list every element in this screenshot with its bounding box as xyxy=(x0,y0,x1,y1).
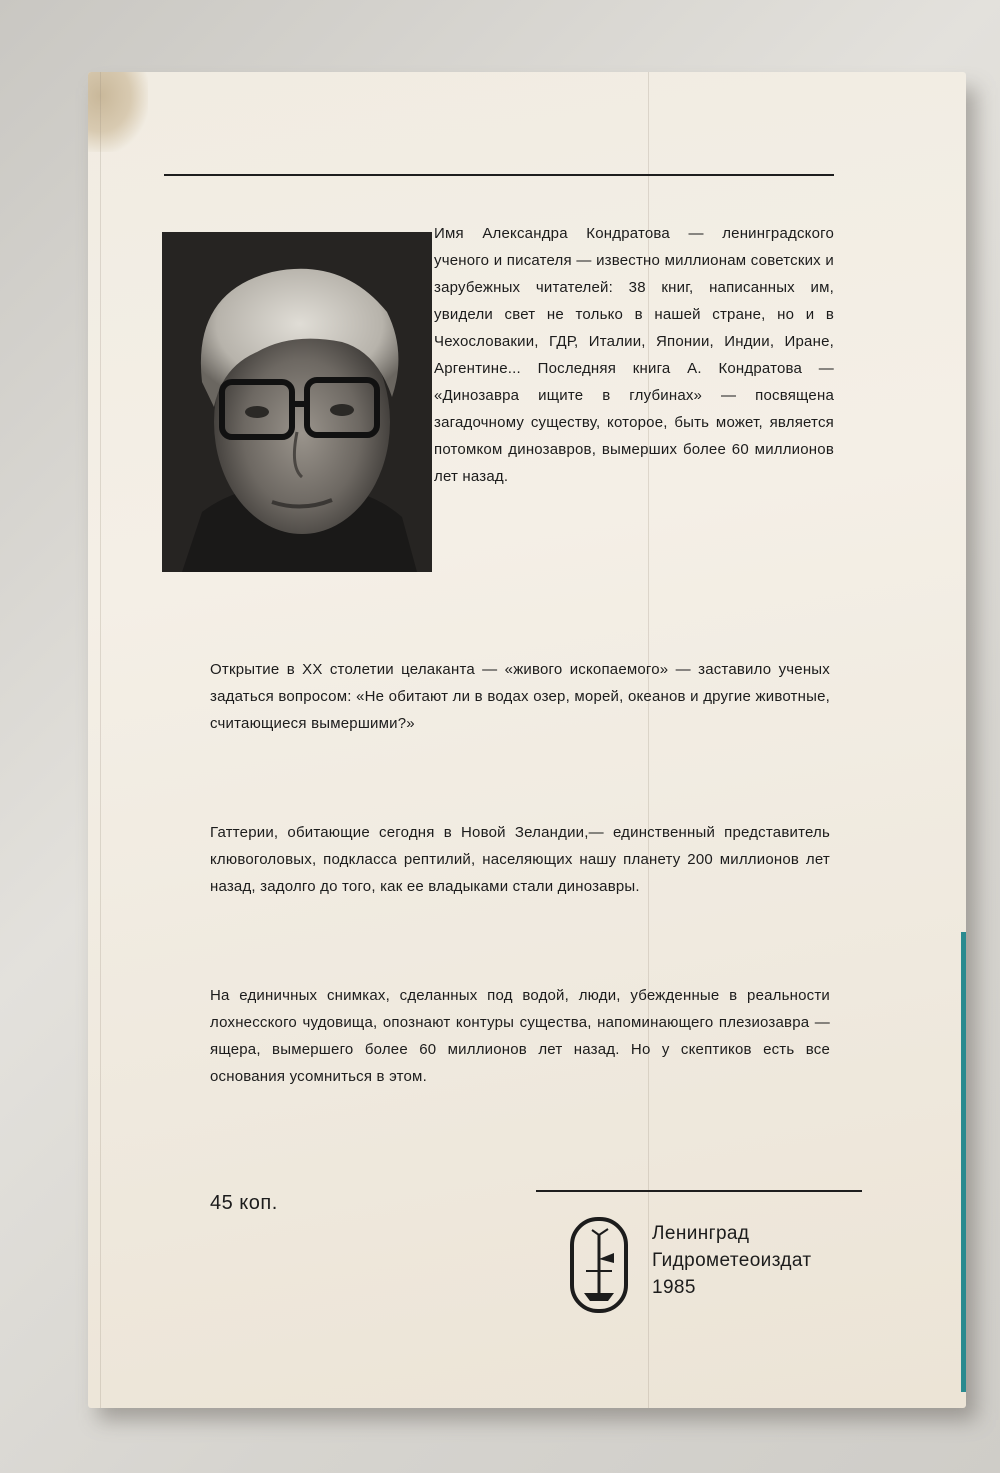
paragraph-loch-ness: На единичных снимках, сделанных под водой, люди, убежденные в реальности лохнесского чудовища, опознают контуры существа, напоминающего плезиозавра — ящера, вымершего более 60 миллионов лет назад. Но у скептиков есть все основания усомниться в этом. xyxy=(210,987,830,1085)
worn-corner xyxy=(88,72,148,152)
book-back-cover xyxy=(88,72,966,1408)
publisher-logo xyxy=(568,1215,630,1315)
paragraph-coelacanth: Открытие в XX столетии целаканта — «живого ископаемого» — заставило ученых задаться вопросом: «Не обитают ли в водах озер, морей, океанов и другие животные, считающиеся вымершими?» xyxy=(210,661,830,732)
author-bio: Имя Александра Кондратова — ленинградского ученого и писателя — известно миллионам советских и зарубежных читателей: 38 книг, написанных им, увидели свет не только в нашей стране, но и в Чехословакии, ГДР, Италии, Японии, Индии, Иране, Аргентине... Последняя книга А. Кондратова — «Динозавра ищите в глубинах» — посвящена загадочному существу, которое, быть может, является потомком динозавров, вымерших более 60 миллионов лет назад. xyxy=(434,225,834,485)
price: 45 коп. xyxy=(210,1192,278,1214)
teal-edge-strip xyxy=(961,932,966,1392)
paragraph-tuatara: Гаттерии, обитающие сегодня в Новой Зеландии,— единственный представитель клювоголовых, подкласса рептилий, населяющих нашу планету 200 миллионов лет назад, задолго до того, как ее владыками стали динозавры. xyxy=(210,824,830,895)
paper-crease xyxy=(100,72,101,1408)
bottom-rule xyxy=(536,1190,862,1192)
author-portrait xyxy=(162,232,432,572)
publisher-city: Ленинград xyxy=(652,1223,750,1244)
top-rule xyxy=(164,174,834,176)
publisher-name: Гидрометеоиздат xyxy=(652,1250,812,1271)
publication-year: 1985 xyxy=(652,1277,696,1298)
publisher-imprint xyxy=(652,1220,812,1301)
